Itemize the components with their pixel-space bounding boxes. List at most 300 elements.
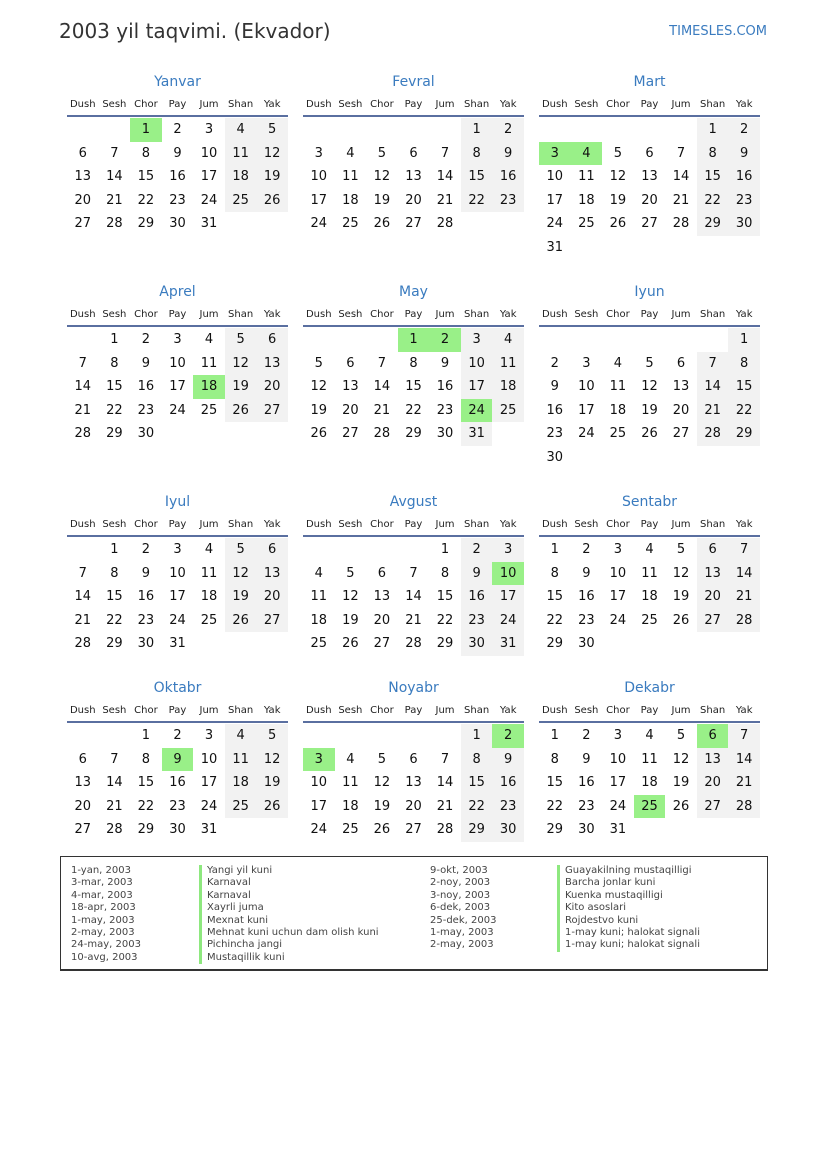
day[interactable]: 19 — [310, 402, 328, 418]
day[interactable]: 18 — [641, 589, 658, 604]
day[interactable]: 31 — [609, 822, 627, 837]
day[interactable]: 13 — [342, 379, 359, 394]
day[interactable]: 11 — [578, 169, 595, 184]
day[interactable]: 29 — [546, 636, 564, 651]
day[interactable]: 9 — [582, 565, 591, 581]
holiday-day[interactable]: 4 — [571, 142, 603, 166]
day[interactable]: 24 — [200, 798, 218, 814]
day[interactable]: 20 — [672, 402, 690, 418]
day[interactable]: 29 — [697, 212, 729, 236]
day[interactable]: 28 — [106, 822, 123, 837]
day[interactable]: 24 — [546, 216, 564, 231]
day[interactable]: 18 — [342, 192, 359, 208]
day[interactable]: 31 — [200, 216, 218, 231]
day[interactable]: 23 — [546, 426, 564, 441]
day[interactable]: 29 — [728, 422, 760, 446]
day[interactable]: 6 — [78, 751, 87, 767]
day[interactable]: 23 — [492, 795, 524, 819]
day[interactable]: 21 — [436, 192, 454, 208]
day[interactable]: 13 — [74, 775, 92, 790]
day[interactable]: 31 — [200, 822, 218, 837]
day[interactable]: 17 — [578, 402, 595, 418]
day[interactable]: 21 — [74, 402, 92, 418]
day[interactable]: 16 — [492, 771, 524, 795]
day[interactable]: 23 — [436, 402, 454, 418]
day[interactable]: 6 — [256, 538, 288, 562]
day[interactable]: 25 — [641, 612, 658, 628]
day[interactable]: 25 — [578, 216, 595, 231]
day[interactable]: 28 — [106, 216, 123, 231]
day[interactable]: 12 — [256, 748, 288, 772]
day[interactable]: 3 — [613, 728, 623, 743]
day[interactable]: 14 — [74, 379, 92, 394]
day[interactable]: 18 — [225, 165, 257, 189]
day[interactable]: 17 — [546, 192, 564, 208]
day[interactable]: 8 — [440, 565, 450, 581]
day[interactable]: 28 — [728, 795, 760, 819]
day[interactable]: 30 — [578, 636, 595, 651]
day[interactable]: 2 — [173, 122, 182, 137]
day[interactable]: 23 — [578, 798, 595, 814]
day[interactable]: 4 — [645, 542, 654, 557]
day[interactable]: 17 — [461, 375, 493, 399]
day[interactable]: 16 — [492, 165, 524, 189]
day[interactable]: 27 — [74, 822, 92, 837]
day[interactable]: 5 — [256, 118, 288, 142]
day[interactable]: 10 — [546, 169, 564, 184]
day[interactable]: 30 — [169, 216, 186, 231]
day[interactable]: 16 — [436, 379, 454, 394]
day[interactable]: 19 — [225, 375, 257, 399]
day[interactable]: 27 — [405, 822, 422, 837]
day[interactable]: 4 — [225, 118, 257, 142]
day[interactable]: 9 — [141, 355, 151, 371]
day[interactable]: 23 — [169, 798, 186, 814]
day[interactable]: 11 — [225, 142, 257, 166]
day[interactable]: 21 — [672, 192, 690, 208]
day[interactable]: 7 — [78, 355, 87, 371]
day[interactable]: 22 — [106, 402, 123, 418]
day[interactable]: 27 — [373, 636, 391, 651]
day[interactable]: 26 — [225, 609, 257, 633]
day[interactable]: 14 — [106, 775, 123, 790]
day[interactable]: 15 — [436, 589, 454, 604]
day[interactable]: 12 — [641, 379, 658, 394]
day[interactable]: 27 — [697, 795, 729, 819]
day[interactable]: 21 — [74, 612, 92, 628]
day[interactable]: 10 — [578, 379, 595, 394]
day[interactable]: 9 — [440, 355, 450, 371]
day[interactable]: 26 — [672, 798, 690, 814]
day[interactable]: 23 — [578, 612, 595, 628]
day[interactable]: 3 — [613, 542, 623, 557]
day[interactable]: 19 — [373, 192, 391, 208]
day[interactable]: 15 — [546, 589, 564, 604]
holiday-day[interactable]: 3 — [539, 142, 571, 166]
day[interactable]: 17 — [492, 585, 524, 609]
day[interactable]: 4 — [492, 328, 524, 352]
day[interactable]: 26 — [225, 399, 257, 423]
day[interactable]: 3 — [173, 332, 182, 347]
day[interactable]: 22 — [405, 402, 422, 418]
day[interactable]: 13 — [405, 775, 422, 790]
day[interactable]: 16 — [728, 165, 760, 189]
day[interactable]: 1 — [550, 728, 559, 743]
day[interactable]: 13 — [641, 169, 658, 184]
day[interactable]: 21 — [373, 402, 391, 418]
day[interactable]: 8 — [110, 355, 119, 371]
day[interactable]: 10 — [169, 355, 186, 371]
holiday-day[interactable]: 2 — [492, 724, 524, 748]
day[interactable]: 29 — [137, 216, 155, 231]
day[interactable]: 13 — [256, 352, 288, 376]
day[interactable]: 1 — [697, 118, 729, 142]
day[interactable]: 11 — [641, 565, 658, 581]
day[interactable]: 25 — [492, 399, 524, 423]
day[interactable]: 2 — [582, 542, 591, 557]
day[interactable]: 6 — [78, 145, 87, 161]
day[interactable]: 26 — [609, 216, 627, 231]
day[interactable]: 9 — [550, 379, 559, 394]
day[interactable]: 4 — [346, 751, 355, 767]
day[interactable]: 31 — [461, 422, 493, 446]
day[interactable]: 8 — [409, 355, 418, 371]
day[interactable]: 22 — [461, 795, 493, 819]
day[interactable]: 26 — [256, 795, 288, 819]
day[interactable]: 11 — [200, 355, 218, 371]
day[interactable]: 16 — [461, 585, 493, 609]
day[interactable]: 5 — [314, 355, 323, 371]
day[interactable]: 26 — [641, 426, 658, 441]
day[interactable]: 17 — [169, 589, 186, 604]
day[interactable]: 3 — [173, 542, 182, 557]
day[interactable]: 26 — [373, 822, 391, 837]
day[interactable]: 19 — [672, 589, 690, 604]
day[interactable]: 1 — [110, 332, 119, 347]
day[interactable]: 8 — [141, 751, 151, 767]
holiday-day[interactable]: 25 — [634, 795, 666, 819]
day[interactable]: 12 — [672, 565, 690, 581]
day[interactable]: 10 — [200, 145, 218, 161]
day[interactable]: 24 — [310, 216, 328, 231]
day[interactable]: 10 — [609, 565, 627, 581]
day[interactable]: 8 — [728, 352, 760, 376]
day[interactable]: 7 — [728, 724, 760, 748]
day[interactable]: 28 — [697, 422, 729, 446]
day[interactable]: 20 — [405, 192, 422, 208]
day[interactable]: 25 — [342, 822, 359, 837]
day[interactable]: 14 — [436, 169, 454, 184]
day[interactable]: 17 — [200, 169, 218, 184]
day[interactable]: 27 — [697, 609, 729, 633]
day[interactable]: 18 — [310, 612, 328, 628]
day[interactable]: 5 — [676, 542, 686, 557]
day[interactable]: 26 — [256, 189, 288, 213]
day[interactable]: 4 — [613, 355, 623, 371]
day[interactable]: 5 — [225, 328, 257, 352]
day[interactable]: 15 — [137, 169, 155, 184]
day[interactable]: 4 — [346, 145, 355, 161]
day[interactable]: 27 — [672, 426, 690, 441]
day[interactable]: 26 — [672, 612, 690, 628]
day[interactable]: 4 — [225, 724, 257, 748]
day[interactable]: 2 — [728, 118, 760, 142]
day[interactable]: 4 — [645, 728, 654, 743]
day[interactable]: 3 — [582, 355, 591, 371]
holiday-day[interactable]: 1 — [130, 118, 162, 142]
day[interactable]: 15 — [461, 165, 493, 189]
day[interactable]: 1 — [440, 542, 450, 557]
day[interactable]: 15 — [106, 589, 123, 604]
day[interactable]: 7 — [440, 751, 450, 767]
day[interactable]: 18 — [225, 771, 257, 795]
day[interactable]: 18 — [641, 775, 658, 790]
day[interactable]: 21 — [728, 585, 760, 609]
holiday-day[interactable]: 1 — [398, 328, 430, 352]
day[interactable]: 5 — [613, 145, 623, 161]
day[interactable]: 10 — [310, 169, 328, 184]
day[interactable]: 12 — [373, 169, 391, 184]
day[interactable]: 24 — [492, 609, 524, 633]
day[interactable]: 19 — [256, 771, 288, 795]
day[interactable]: 5 — [377, 751, 387, 767]
day[interactable]: 15 — [546, 775, 564, 790]
day[interactable]: 29 — [405, 426, 422, 441]
day[interactable]: 11 — [641, 751, 658, 767]
day[interactable]: 29 — [436, 636, 454, 651]
day[interactable]: 30 — [436, 426, 454, 441]
day[interactable]: 18 — [492, 375, 524, 399]
day[interactable]: 28 — [728, 609, 760, 633]
day[interactable]: 24 — [200, 192, 218, 208]
day[interactable]: 20 — [74, 192, 92, 208]
day[interactable]: 8 — [461, 748, 493, 772]
day[interactable]: 2 — [582, 728, 591, 743]
day[interactable]: 24 — [578, 426, 595, 441]
day[interactable]: 17 — [310, 192, 328, 208]
day[interactable]: 31 — [169, 636, 186, 651]
day[interactable]: 11 — [609, 379, 627, 394]
day[interactable]: 13 — [74, 169, 92, 184]
day[interactable]: 6 — [697, 538, 729, 562]
day[interactable]: 23 — [137, 402, 155, 418]
day[interactable]: 15 — [106, 379, 123, 394]
day[interactable]: 16 — [578, 775, 595, 790]
day[interactable]: 10 — [609, 751, 627, 767]
day[interactable]: 18 — [200, 589, 218, 604]
day[interactable]: 28 — [74, 426, 92, 441]
day[interactable]: 13 — [405, 169, 422, 184]
day[interactable]: 19 — [225, 585, 257, 609]
day[interactable]: 2 — [492, 118, 524, 142]
day[interactable]: 29 — [137, 822, 155, 837]
day[interactable]: 19 — [641, 402, 658, 418]
day[interactable]: 13 — [697, 562, 729, 586]
day[interactable]: 20 — [342, 402, 359, 418]
day[interactable]: 8 — [550, 565, 559, 581]
day[interactable]: 1 — [550, 542, 559, 557]
day[interactable]: 25 — [200, 612, 218, 628]
day[interactable]: 16 — [137, 589, 155, 604]
day[interactable]: 24 — [169, 612, 186, 628]
day[interactable]: 1 — [461, 724, 493, 748]
day[interactable]: 22 — [436, 612, 454, 628]
day[interactable]: 15 — [697, 165, 729, 189]
day[interactable]: 15 — [137, 775, 155, 790]
day[interactable]: 4 — [204, 542, 214, 557]
day[interactable]: 23 — [137, 612, 155, 628]
day[interactable]: 6 — [256, 328, 288, 352]
day[interactable]: 30 — [728, 212, 760, 236]
day[interactable]: 14 — [728, 562, 760, 586]
day[interactable]: 11 — [310, 589, 328, 604]
day[interactable]: 7 — [110, 145, 119, 161]
day[interactable]: 2 — [550, 355, 559, 371]
day[interactable]: 29 — [546, 822, 564, 837]
day[interactable]: 9 — [141, 565, 151, 581]
day[interactable]: 10 — [200, 751, 218, 767]
day[interactable]: 28 — [373, 426, 391, 441]
day[interactable]: 7 — [110, 751, 119, 767]
day[interactable]: 19 — [256, 165, 288, 189]
day[interactable]: 6 — [346, 355, 355, 371]
day[interactable]: 23 — [169, 192, 186, 208]
day[interactable]: 19 — [342, 612, 359, 628]
day[interactable]: 1 — [728, 328, 760, 352]
day[interactable]: 19 — [609, 192, 627, 208]
day[interactable]: 23 — [461, 609, 493, 633]
day[interactable]: 30 — [461, 632, 493, 656]
day[interactable]: 22 — [546, 612, 564, 628]
day[interactable]: 14 — [74, 589, 92, 604]
day[interactable]: 27 — [256, 399, 288, 423]
day[interactable]: 13 — [672, 379, 690, 394]
day[interactable]: 12 — [609, 169, 627, 184]
day[interactable]: 14 — [405, 589, 422, 604]
day[interactable]: 12 — [256, 142, 288, 166]
day[interactable]: 30 — [578, 822, 595, 837]
day[interactable]: 22 — [137, 192, 155, 208]
day[interactable]: 7 — [377, 355, 387, 371]
holiday-day[interactable]: 24 — [461, 399, 493, 423]
holiday-day[interactable]: 2 — [429, 328, 461, 352]
day[interactable]: 17 — [169, 379, 186, 394]
day[interactable]: 18 — [342, 798, 359, 814]
day[interactable]: 7 — [676, 145, 686, 161]
day[interactable]: 20 — [256, 585, 288, 609]
day[interactable]: 5 — [225, 538, 257, 562]
day[interactable]: 25 — [225, 189, 257, 213]
day[interactable]: 12 — [225, 562, 257, 586]
day[interactable]: 16 — [546, 402, 564, 418]
day[interactable]: 5 — [676, 728, 686, 743]
day[interactable]: 3 — [314, 145, 323, 161]
day[interactable]: 12 — [225, 352, 257, 376]
day[interactable]: 28 — [405, 636, 422, 651]
day[interactable]: 10 — [461, 352, 493, 376]
day[interactable]: 16 — [169, 775, 186, 790]
day[interactable]: 14 — [697, 375, 729, 399]
day[interactable]: 21 — [728, 771, 760, 795]
holiday-day[interactable]: 18 — [193, 375, 225, 399]
day[interactable]: 31 — [546, 239, 564, 255]
day[interactable]: 17 — [310, 798, 328, 814]
day[interactable]: 18 — [609, 402, 627, 418]
day[interactable]: 6 — [377, 565, 387, 581]
day[interactable]: 20 — [74, 798, 92, 814]
day[interactable]: 20 — [405, 798, 422, 814]
day[interactable]: 12 — [342, 589, 359, 604]
day[interactable]: 25 — [342, 216, 359, 231]
day[interactable]: 22 — [697, 189, 729, 213]
day[interactable]: 3 — [204, 122, 214, 137]
day[interactable]: 4 — [204, 332, 214, 347]
day[interactable]: 8 — [461, 142, 493, 166]
day[interactable]: 1 — [110, 542, 119, 557]
day[interactable]: 14 — [672, 169, 690, 184]
holiday-day[interactable]: 6 — [697, 724, 729, 748]
day[interactable]: 14 — [728, 748, 760, 772]
day[interactable]: 8 — [697, 142, 729, 166]
day[interactable]: 22 — [546, 798, 564, 814]
day[interactable]: 6 — [409, 751, 418, 767]
day[interactable]: 28 — [74, 636, 92, 651]
day[interactable]: 20 — [697, 771, 729, 795]
day[interactable]: 3 — [492, 538, 524, 562]
day[interactable]: 25 — [609, 426, 627, 441]
day[interactable]: 14 — [373, 379, 391, 394]
day[interactable]: 14 — [106, 169, 123, 184]
day[interactable]: 14 — [436, 775, 454, 790]
day[interactable]: 28 — [436, 822, 454, 837]
day[interactable]: 15 — [405, 379, 422, 394]
day[interactable]: 27 — [342, 426, 359, 441]
day[interactable]: 21 — [106, 192, 123, 208]
day[interactable]: 24 — [609, 798, 627, 814]
day[interactable]: 6 — [645, 145, 654, 161]
day[interactable]: 24 — [609, 612, 627, 628]
day[interactable]: 9 — [582, 751, 591, 767]
day[interactable]: 5 — [377, 145, 387, 161]
day[interactable]: 29 — [106, 636, 123, 651]
day[interactable]: 6 — [676, 355, 686, 371]
day[interactable]: 11 — [225, 748, 257, 772]
day[interactable]: 22 — [461, 189, 493, 213]
day[interactable]: 19 — [373, 798, 391, 814]
day[interactable]: 26 — [373, 216, 391, 231]
day[interactable]: 29 — [106, 426, 123, 441]
day[interactable]: 9 — [173, 145, 182, 161]
day[interactable]: 31 — [492, 632, 524, 656]
day[interactable]: 21 — [405, 612, 422, 628]
day[interactable]: 7 — [409, 565, 418, 581]
day[interactable]: 9 — [728, 142, 760, 166]
holiday-day[interactable]: 9 — [162, 748, 194, 772]
day[interactable]: 7 — [697, 352, 729, 376]
day[interactable]: 6 — [409, 145, 418, 161]
day[interactable]: 22 — [137, 798, 155, 814]
day[interactable]: 12 — [672, 751, 690, 767]
day[interactable]: 27 — [256, 609, 288, 633]
day[interactable]: 21 — [697, 399, 729, 423]
day[interactable]: 29 — [461, 818, 493, 842]
day[interactable]: 18 — [578, 192, 595, 208]
day[interactable]: 17 — [609, 589, 627, 604]
day[interactable]: 13 — [697, 748, 729, 772]
day[interactable]: 15 — [461, 771, 493, 795]
day[interactable]: 26 — [310, 426, 328, 441]
brand-link[interactable]: TIMESLES.COM — [669, 24, 767, 39]
